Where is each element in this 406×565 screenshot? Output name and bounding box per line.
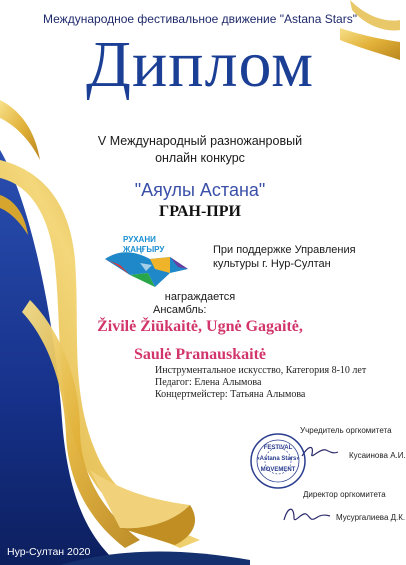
- awarded-label: награждается: [164, 291, 236, 303]
- diploma-title: Диплом: [85, 28, 315, 101]
- category-text: Инструментальное искусство, Категория 8-10 лет: [155, 365, 367, 376]
- teacher-text: Педагог: Елена Алымова: [155, 377, 262, 388]
- director-signature: [280, 502, 332, 528]
- festival-header: Международное фестивальное движение "Astana Stars": [43, 12, 357, 26]
- footer-city-year: Нур-Султан 2020: [7, 546, 91, 558]
- director-role: Директор оргкомитета: [303, 490, 386, 499]
- stamp-text-1: FESTIVAL: [263, 445, 293, 451]
- contest-line-2: онлайн конкурс: [155, 151, 245, 165]
- support-line-2: культуры г. Нур-Султан: [213, 258, 331, 270]
- logo-text-line-1: РУХАНИ: [123, 235, 156, 244]
- ensemble-label: Ансамбль:: [153, 304, 207, 316]
- stamp-text-2: «Astana Stars»: [256, 456, 300, 462]
- contest-name: "Аяулы Астана": [134, 180, 266, 200]
- support-line-1: При поддержке Управления: [213, 244, 356, 256]
- contest-line-1: V Международный разножанровый: [97, 134, 303, 148]
- logo-text-line-2: ЖАҢҒЫРУ: [123, 245, 165, 254]
- director-name: Мусургалиева Д.К.: [336, 513, 406, 522]
- founder-name: Кусаинова А.И.: [349, 451, 406, 460]
- accompanist-text: Концертмейстер: Татьяна Алымова: [155, 389, 306, 400]
- stamp-text-3: MOVEMENT: [260, 467, 296, 473]
- recipient-names-line-2: Saulė Pranauskaitė: [133, 346, 266, 363]
- award-title: ГРАН-ПРИ: [159, 203, 241, 220]
- founder-role: Учредитель оргкомитета: [300, 426, 392, 435]
- recipient-names-line-1: Živilė Žiūkaitė, Ugnė Gagaitė,: [97, 318, 303, 335]
